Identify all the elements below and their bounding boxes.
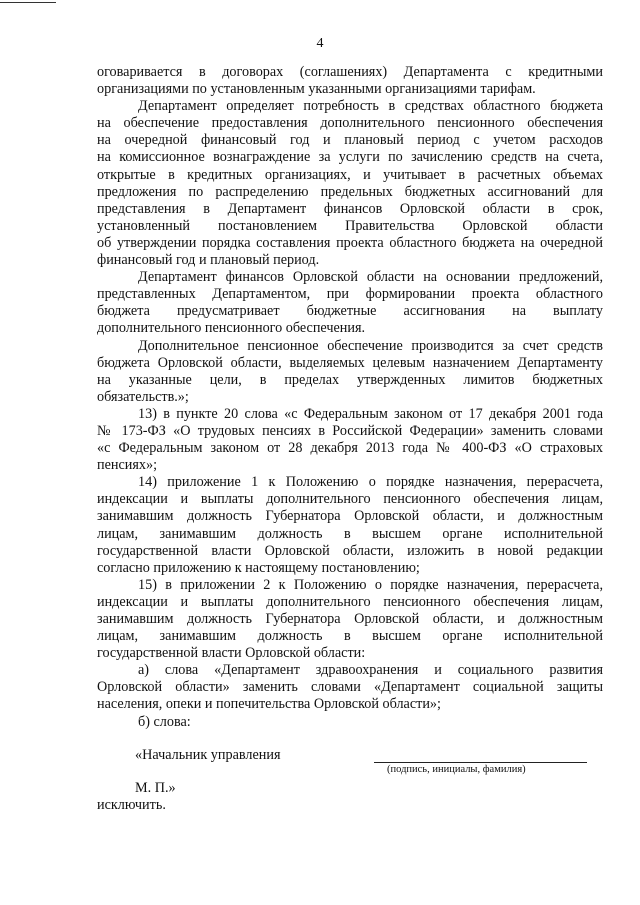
text-line: представленных Департаментом, при формировании проекта областного xyxy=(97,286,603,303)
header-rule xyxy=(0,2,56,3)
text-line: представления в Департамент финансов Орловской области в срок, xyxy=(97,200,603,217)
text-line: на очередной финансовый год и плановый период с учетом расходов xyxy=(97,132,603,149)
text-line: на указанные цели, в пределах утвержденных лимитов бюджетных xyxy=(97,371,603,388)
document-body xyxy=(97,64,603,731)
text-line: оговаривается в договорах (соглашениях) Департамента с кредитными xyxy=(97,64,603,80)
text-line: пенсиях»; xyxy=(97,457,158,474)
signature-title: «Начальник управления xyxy=(135,747,281,763)
text-line: 15) в приложении 2 к Положению о порядке назначения, перерасчета, xyxy=(138,576,603,593)
text-line: об утверждении порядка составления проекта областного бюджета на очередной xyxy=(97,234,603,251)
text-line: индексации и выплаты дополнительного пенсионного обеспечения лицам, xyxy=(97,593,603,610)
page-number: 4 xyxy=(316,36,324,51)
text-line: установленный постановлением Правительства Орловской области xyxy=(97,217,603,234)
signature-caption: (подпись, инициалы, фамилия) xyxy=(387,764,526,775)
text-line: «с Федеральным законом от 28 декабря 2013 года № 400-ФЗ «О страховых xyxy=(97,440,603,457)
text-line: лицам, занимавшим должность в высшем органе исполнительной xyxy=(97,525,603,542)
text-line: Департамент финансов Орловской области на основании предложений, xyxy=(138,269,603,286)
text-line: 13) в пункте 20 слова «с Федеральным законом от 17 декабря 2001 года xyxy=(138,405,603,422)
text-line: Дополнительное пенсионное обеспечение производится за счет средств xyxy=(138,337,603,354)
signature-line xyxy=(374,762,587,763)
text-line: предложения по распределению предельных бюджетных ассигнований для xyxy=(97,183,603,200)
text-line: на комиссионное вознаграждение за услуги по зачислению средств на счета, xyxy=(97,149,603,166)
text-line: обязательств.»; xyxy=(97,388,189,405)
text-line: бюджета предусматривает бюджетные ассигнования на выплату xyxy=(97,303,603,320)
text-line: индексации и выплаты дополнительного пенсионного обеспечения лицам, xyxy=(97,491,603,508)
text-line: занимавшим должность Губернатора Орловской области, и должностным xyxy=(97,611,603,627)
text-line: на обеспечение предоставления дополнительного пенсионного обеспечения xyxy=(97,115,603,132)
text-line: населения, опеки и попечительства Орловской области»; xyxy=(97,696,441,713)
text-line: а) слова «Департамент здравоохранения и социального развития xyxy=(138,662,603,679)
text-line: согласно приложению к настоящему постановлению; xyxy=(97,559,420,576)
text-line: б) слова: xyxy=(138,713,191,730)
text-line: лицам, занимавшим должность в высшем органе исполнительной xyxy=(97,628,603,645)
text-line: Орловской области» заменить словами «Департамент социальной защиты xyxy=(97,679,603,696)
text-line: бюджета Орловской области, выделяемых целевым назначением Департаменту xyxy=(97,354,603,371)
stamp-place: М. П.» xyxy=(135,780,176,796)
text-line: дополнительного пенсионного обеспечения. xyxy=(97,320,366,337)
text-line: занимавшим должность Губернатора Орловской области, и должностным xyxy=(97,508,603,525)
text-line: 14) приложение 1 к Положению о порядке назначения, перерасчета, xyxy=(138,474,603,491)
text-line: финансовый год и плановый период. xyxy=(97,252,320,269)
text-line: Департамент определяет потребность в средствах областного бюджета xyxy=(138,98,603,115)
text-line: открытые в кредитных организациях, и учитывает в расчетных объемах xyxy=(97,166,603,183)
closing-text: исключить. xyxy=(97,797,166,813)
text-line: государственной власти Орловской области, изложить в новой редакции xyxy=(97,542,603,559)
text-line: организациями по установленным указанными организациями тарифам. xyxy=(97,81,536,98)
text-line: государственной власти Орловской области: xyxy=(97,645,366,662)
text-line: № 173-ФЗ «О трудовых пенсиях в Российской Федерации» заменить словами xyxy=(97,422,603,439)
